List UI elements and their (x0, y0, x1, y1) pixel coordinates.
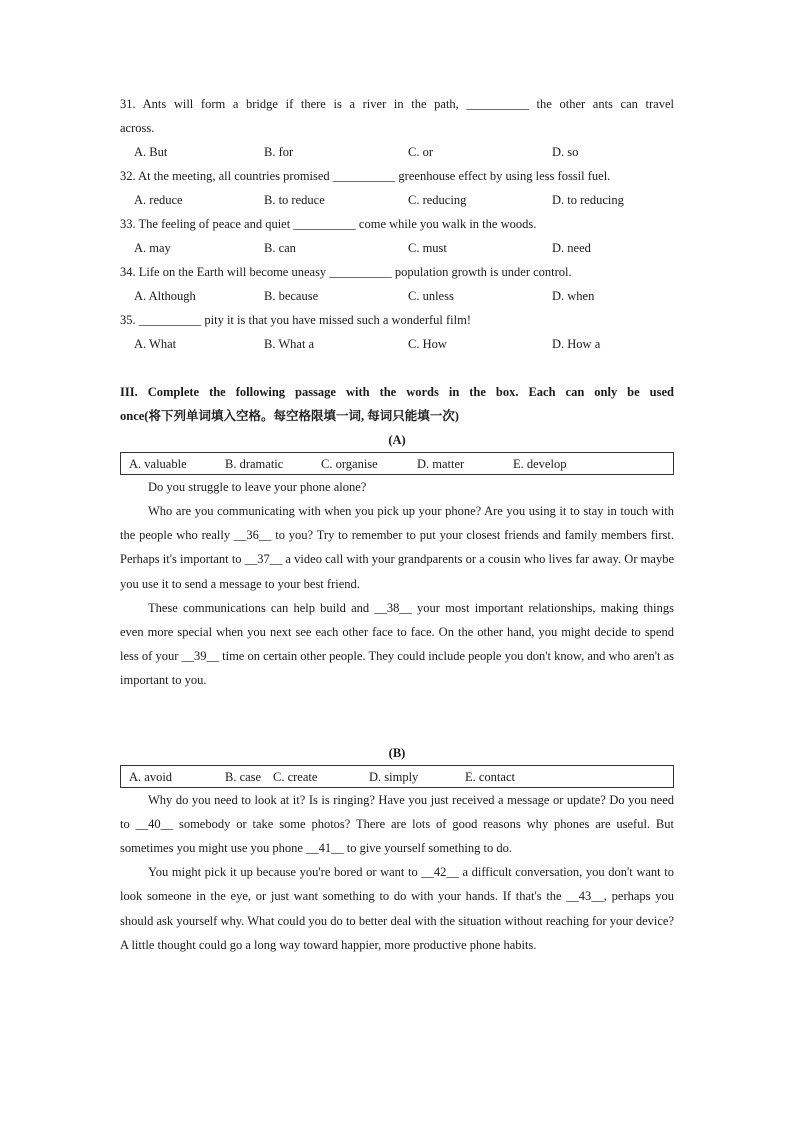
option-a: A. What (134, 337, 177, 351)
word-option: D. matter (417, 457, 465, 471)
option-a: A. But (134, 145, 168, 159)
option-b: B. What a (264, 337, 315, 351)
option-c: C. How (408, 337, 447, 351)
option-c: C. unless (408, 289, 454, 303)
passage-a-paragraph-1: Who are you communicating with when you pick up your phone? Are you using it to stay in touch with the people who really __36__ to you? Try to remember to put your closest friends and family members first. Perhaps it's important to __37__ a video call with your grandparents or a cousin who lives far away. Or maybe you use it to send a message to your best friend. (120, 504, 674, 591)
question-34-options (120, 284, 674, 308)
word-option: B. case (225, 769, 262, 784)
section-3-heading: III. Complete the following passage with the words in the box. Each can only be used (120, 385, 674, 399)
option-d: D. How a (552, 337, 601, 351)
word-option: C. create (273, 769, 318, 784)
option-c: C. reducing (408, 193, 467, 207)
option-b: B. for (264, 145, 294, 159)
passage-a-word-box (120, 452, 674, 475)
passage-a-paragraph-2: These communications can help build and __38__ your most important relationships, making things even more special when you next see each other face to face. On the other hand, you might decide to spend less of your __39__ time on certain other people. They could include people you don't know, and who aren't as important to you. (120, 600, 674, 688)
worksheet-page (120, 92, 674, 957)
word-option: A. avoid (129, 769, 173, 784)
passage-a-label: (A) (388, 433, 406, 447)
question-35-options (120, 332, 674, 356)
question-31-options (120, 140, 674, 164)
option-b: B. can (264, 241, 296, 255)
option-a: A. may (134, 241, 171, 255)
option-a: A. reduce (134, 193, 183, 207)
option-c: C. or (408, 145, 433, 159)
question-31-stem-cont: across. (120, 121, 155, 135)
option-d: D. to reducing (552, 193, 624, 207)
option-d: D. when (552, 289, 595, 303)
passage-a-body (120, 499, 674, 693)
question-35-stem: 35. __________ pity it is that you have missed such a wonderful film! (120, 313, 471, 327)
option-d: D. need (552, 241, 591, 255)
passage-b-word-box (120, 765, 674, 788)
passage-b-paragraph-1: Why do you need to look at it? Is is ringing? Have you just received a message or update? Do you need to __40__ somebody or take some photos? There are lots of good reasons why phones are useful. But sometimes you might use you phone __41__ to give yourself something to do. (120, 792, 674, 856)
word-option: A. valuable (129, 457, 187, 471)
word-option: D. simply (369, 769, 419, 784)
section-3-heading-cont: once(将下列单词填入空格。每空格限填一词, 每词只能填一次) (120, 409, 459, 423)
option-a: A. Although (134, 289, 196, 303)
word-option: C. organise (321, 457, 378, 471)
question-33-options (120, 236, 674, 260)
word-option: E. develop (513, 457, 567, 471)
option-c: C. must (408, 241, 447, 255)
question-32-stem: 32. At the meeting, all countries promised __________ greenhouse effect by using less fossil fuel. (120, 169, 611, 183)
question-34-stem: 34. Life on the Earth will become uneasy __________ population growth is under control. (120, 265, 572, 279)
option-d: D. so (552, 145, 579, 159)
word-option: B. dramatic (225, 457, 284, 471)
word-option: E. contact (465, 769, 515, 784)
question-33-stem: 33. The feeling of peace and quiet __________ come while you walk in the woods. (120, 217, 537, 231)
question-32-options (120, 188, 674, 212)
passage-b-label: (B) (388, 745, 406, 760)
passage-b-body (120, 788, 674, 957)
option-b: B. because (264, 289, 319, 303)
option-b: B. to reduce (264, 193, 325, 207)
passage-b-paragraph-2: You might pick it up because you're bored or want to __42__ a difficult conversation, you don't want to look someone in the eye, or just want something to do with your hands. If that's the __43__, perhaps you should ask yourself why. What could you do to better deal with the situation without reaching for your device? A little thought could go a long way toward happier, more productive phone habits. (120, 865, 674, 952)
passage-a-opening: Do you struggle to leave your phone alone? (148, 480, 367, 494)
question-31-stem: 31. Ants will form a bridge if there is a river in the path, __________ the other ants can travel (120, 97, 674, 111)
